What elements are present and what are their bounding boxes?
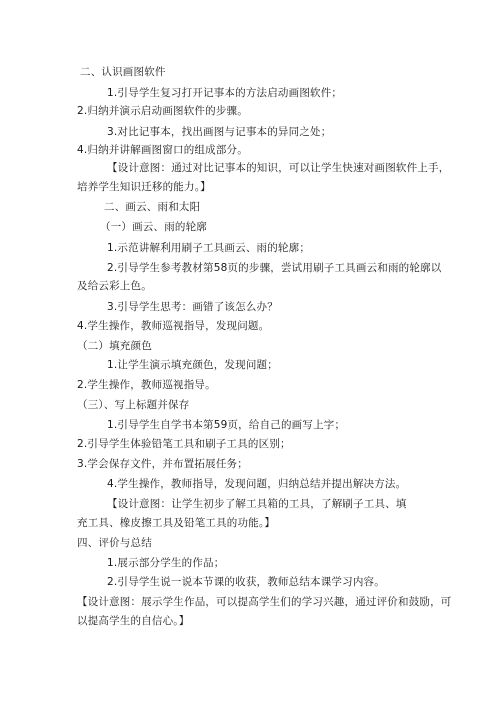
text-line: 2.归纳并演示启动画图软件的步骤。 — [77, 105, 248, 117]
subsection-heading: （一）画云、雨的轮廓 — [100, 221, 207, 233]
design-intent: 【设计意图：展示学生作品，可以提高学生们的学习兴趣，通过评价和鼓励，可 — [77, 596, 452, 608]
text-line: 2.引导学生参考教材第58页的步骤，尝试用刷子工具画云和雨的轮廓以 — [107, 262, 442, 274]
section-heading: 四、评价与总结 — [77, 537, 152, 549]
text-line: 1.引导学生自学书本第59页，给自己的画写上字； — [107, 419, 346, 431]
design-intent: 培养学生知识迁移的能力。】 — [77, 181, 211, 193]
section-heading: 二、认识画图软件 — [80, 66, 166, 78]
subsection-heading: （二）填充颜色 — [77, 340, 152, 352]
text-line: 2.引导学生说一说本节课的收获，教师总结本课学习内容。 — [107, 576, 385, 588]
text-line: 2.引导学生体验铅笔工具和刷子工具的区别； — [77, 438, 291, 450]
text-line: 4.学生操作，教师巡视指导，发现问题。 — [77, 320, 270, 332]
text-line: 1.示范讲解利用刷子工具画云、雨的轮廓； — [107, 242, 311, 254]
text-line: 3.引导学生思考：画错了该怎么办？ — [107, 301, 278, 313]
text-line: 4.归纳并讲解画图窗口的组成部分。 — [77, 144, 248, 156]
design-intent: 【设计意图：让学生初步了解工具箱的工具，了解刷子工具、填 — [107, 498, 407, 510]
design-intent: 【设计意图：通过对比记事本的知识，可以让学生快速对画图软件上手， — [107, 162, 450, 174]
text-line: 4.学生操作，教师指导，发现问题，归纳总结并提出解决方法。 — [107, 478, 407, 490]
design-intent: 充工具、橡皮擦工具及铅笔工具的功能。】 — [77, 517, 276, 529]
text-line: 及给云彩上色。 — [77, 280, 152, 292]
text-line: 1.引导学生复习打开记事本的方法启动画图软件； — [107, 87, 343, 99]
text-line: 3.对比记事本，找出画图与记事本的异同之处； — [107, 126, 332, 138]
text-line: 1.让学生演示填充颜色，发现问题； — [107, 359, 278, 371]
text-line: 1.展示部分学生的作品； — [107, 557, 225, 569]
section-heading: 二、画云、雨和太阳 — [104, 201, 201, 213]
design-intent: 以提高学生的自信心。】 — [77, 615, 190, 627]
text-line: 2.学生操作，教师巡视指导。 — [77, 379, 216, 391]
text-line: 3.学会保存文件，并布置拓展任务； — [77, 458, 248, 470]
subsection-heading: （三）、写上标题并保存 — [77, 399, 190, 411]
